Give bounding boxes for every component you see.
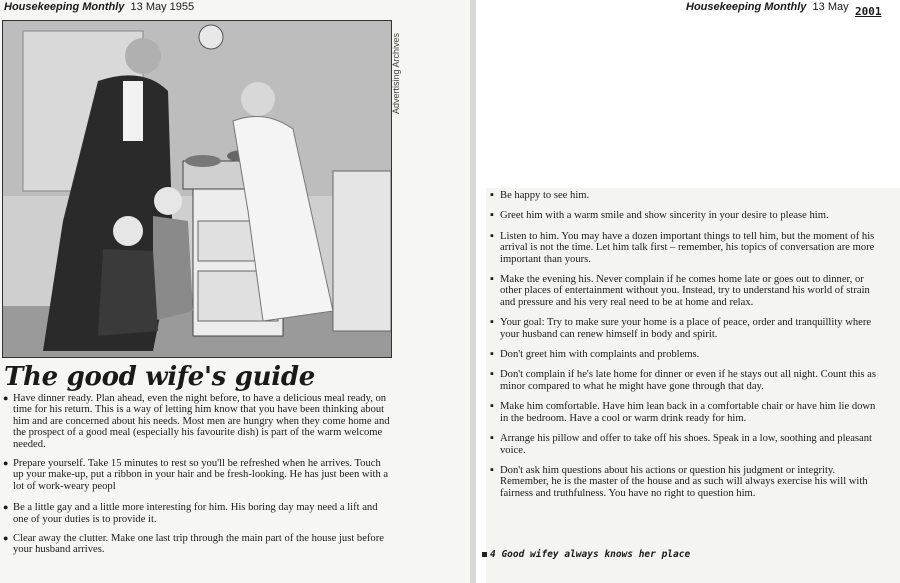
bullet-icon: ● [3, 393, 9, 403]
list-item-text: Make him comfortable. Have him lean back in a comfortable chair or have him lie down in the bedroom. Have a cool or warm drink ready for him. [500, 401, 876, 424]
masthead-right-date: 13 May [812, 1, 849, 13]
bullet-icon: ▪ [490, 209, 494, 222]
list-item-text: Don't complain if he's late home for dinner or even if he stays out all night. Count this as minor compared to what he might have gone through that day. [500, 369, 876, 392]
bullet-icon: ▪ [490, 229, 494, 242]
bullet-icon: ▪ [490, 189, 494, 201]
list-item [490, 369, 882, 392]
photo-credit: Advertising Archives [391, 32, 401, 114]
list-item [3, 533, 393, 556]
list-item [3, 393, 393, 450]
list-item-text: Listen to him. You may have a dozen important things to tell him, but the moment of his arrival is not the time. Let him talk first – remember, his topics of conversation are more important than yours. [500, 230, 875, 265]
bullet-icon: ● [3, 533, 9, 544]
list-item-text: Have dinner ready. Plan ahead, even the night before, to have a delicious meal ready, on time for his return. This is a way of letting him know that you have been thinking about him and are concerned about his needs. Most men are hungry when they come home and the prospect of a good meal (especially his favourite dish) is part of the warm welcome needed. [13, 393, 390, 450]
list-item-text: Be a little gay and a little more interesting for him. His boring day may need a lift and one of your duties is to provide it. [13, 502, 378, 525]
kitchen-illustration [3, 21, 391, 357]
bullet-icon: ▪ [490, 273, 494, 286]
caption-text: 4 Good wifey always knows her place [490, 549, 691, 560]
list-item-text: Make the evening his. Never complain if he comes home late or goes out to dinner, or other places of entertainment without you. Instead, try to understand his world of strain and pressure and his very real need to be at home and relax. [500, 274, 870, 308]
list-item-text: Clear away the clutter. Make one last trip through the main part of the house just before your husband arrives. [13, 533, 384, 556]
kitchen-photo [2, 20, 392, 358]
bullet-icon: ▪ [490, 463, 494, 476]
list-item-text: Greet him with a warm smile and show sincerity in your desire to please him. [500, 210, 829, 222]
list-item [490, 317, 882, 340]
list-item-text: Don't greet him with complaints and problems. [500, 349, 700, 361]
list-item [490, 433, 882, 456]
list-item [490, 401, 882, 424]
list-item [490, 349, 882, 360]
list-item [3, 458, 393, 492]
year-annotation: 2001 [855, 5, 882, 18]
left-tips-list [3, 393, 393, 556]
page-gutter [470, 0, 476, 583]
list-item-text: Arrange his pillow and offer to take off his shoes. Speak in a low, soothing and pleasant voice. [500, 433, 872, 456]
bullet-icon: ● [3, 502, 9, 513]
list-item-text: Prepare yourself. Take 15 minutes to rest so you'll be refreshed when he arrives. Touch up your make-up, put a ribbon in your hair and be fresh-looking. He has just been with a lot of work-weary peopl [13, 458, 389, 492]
bullet-icon: ▪ [490, 368, 494, 381]
list-item [3, 502, 393, 525]
article-title: The good wife's guide [4, 362, 315, 392]
masthead-right [686, 1, 849, 13]
masthead-right-name: Housekeeping Monthly [686, 1, 807, 13]
bullet-icon: ▪ [490, 348, 494, 361]
list-item [490, 274, 882, 308]
masthead-left-date: 13 May 1955 [130, 1, 195, 13]
list-item [490, 465, 882, 499]
bullet-icon: ▪ [490, 432, 494, 445]
list-item [490, 210, 882, 221]
masthead-left [4, 1, 194, 13]
right-tips-list [490, 190, 882, 499]
bullet-icon: ▪ [490, 400, 494, 413]
list-item-text: Your goal: Try to make sure your home is a place of peace, order and tranquillity where your husband can renew himself in body and spirit. [500, 317, 872, 340]
image-caption [482, 549, 690, 560]
list-item-text: Be happy to see him. [500, 190, 590, 201]
bullet-icon: ● [3, 458, 9, 469]
list-item-text: Don't ask him questions about his actions or question his judgment or integrity. Remember, he is the master of the house and as such will always exercise his will with fairness and truthfulness. You have no right to question him. [500, 464, 868, 499]
bullet-icon: ▪ [490, 316, 494, 329]
caption-marker-icon [482, 552, 487, 557]
masthead-left-name: Housekeeping Monthly [4, 1, 125, 13]
list-item [490, 231, 882, 265]
list-item [490, 190, 882, 201]
